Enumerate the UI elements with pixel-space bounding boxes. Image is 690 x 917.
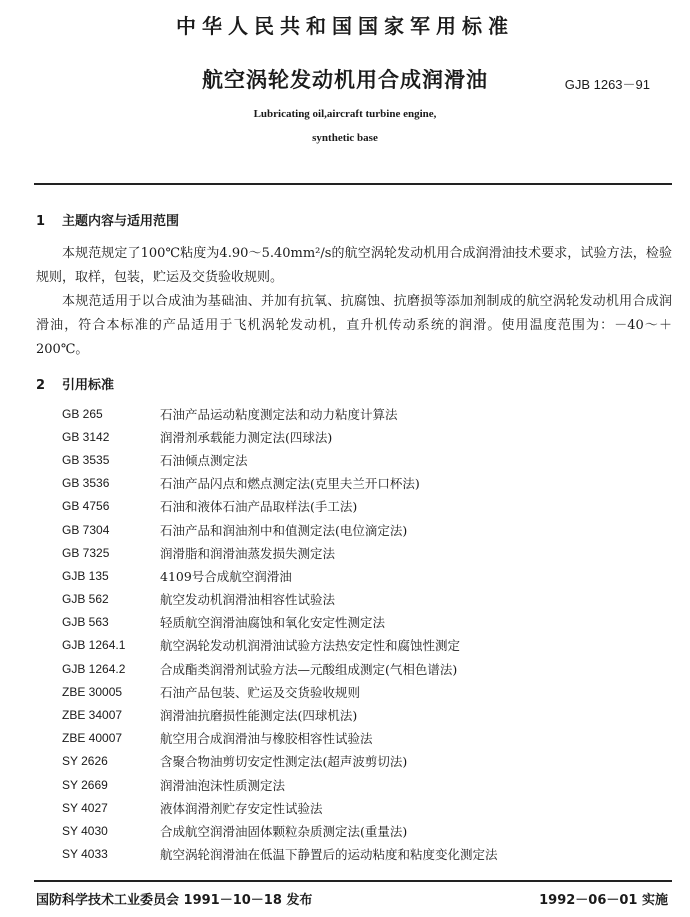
section-1-paragraph: 本规范规定了100℃粘度为4.90～5.40mm²/s的航空涡轮发动机用合成润滑油技术要求，试验方法，检验规则，取样，包装，贮运及交货验收规则。 [36,246,672,285]
section-1-title: 主题内容与适用范围 [62,214,180,229]
reference-item [62,472,662,495]
header-divider [34,183,672,185]
reference-title: 润滑脂和润滑油蒸发损失测定法 [160,545,336,561]
section-2-title: 引用标准 [62,378,115,393]
section-1-paragraph: 本规范适用于以合成油为基础油、并加有抗氧、抗腐蚀、抗磨损等添加剂制成的航空涡轮发动机用合成润滑油，符合本标准的产品适用于飞机涡轮发动机，直升机传动系统的润滑。使用温度范围为：－40～＋200℃。 [36,294,672,357]
reference-title: 合成航空润滑油固体颗粒杂质测定法(重量法) [160,823,408,839]
reference-title: 石油倾点测定法 [160,452,248,468]
reference-title: 石油产品包装、贮运及交货验收规则 [160,684,361,700]
reference-item [62,448,662,471]
reference-title: 航空涡轮润滑油在低温下静置后的运动粘度和粘度变化测定法 [160,847,498,863]
document-code: GJB 1263－91 [564,77,650,92]
reference-item [62,843,662,866]
standard-category-header: 中华人民共和国国家军用标准 [176,14,514,38]
reference-title: 轻质航空润滑油腐蚀和氧化安定性测定法 [160,615,386,631]
reference-item [62,819,662,842]
reference-title: 合成酯类润滑剂试验方法—元酸组成测定(气相色谱法) [160,661,458,677]
reference-code: SY 2669 [62,777,108,792]
section-1-number: 1 [36,214,46,229]
reference-title: 润滑油抗磨损性能测定法(四球机法) [160,708,358,724]
reference-title: 液体润滑剂贮存安定性试验法 [160,800,323,816]
footer-issued: 国防科学技术工业委员会 1991－10－18 发布 [36,893,313,908]
reference-code: GJB 135 [62,568,109,583]
reference-item [62,541,662,564]
document-title: 航空涡轮发动机用合成润滑油 [202,68,488,92]
reference-item [62,750,662,773]
reference-item [62,402,662,425]
reference-title: 石油产品闪点和燃点测定法(克里夫兰开口杯法) [160,476,420,492]
reference-title: 石油产品和润油剂中和值测定法(电位滴定法) [160,522,408,538]
reference-item [62,564,662,587]
footer-effective: 1992－06－01 实施 [539,893,668,908]
reference-item [62,680,662,703]
reference-code: GJB 1264.1 [62,638,126,653]
reference-item [62,518,662,541]
section-2-number: 2 [36,378,46,393]
reference-code: GB 3535 [62,452,110,467]
reference-item [62,611,662,634]
reference-list [62,402,662,866]
reference-code: SY 2626 [62,754,108,769]
reference-item [62,703,662,726]
reference-code: GB 7325 [62,545,110,560]
reference-code: GB 265 [62,406,103,421]
reference-code: SY 4033 [62,847,108,862]
reference-title: 润滑油泡沫性质测定法 [160,777,286,793]
reference-title: 润滑剂承载能力测定法(四球法) [160,429,333,445]
reference-code: SY 4027 [62,800,108,815]
section-2-heading [36,374,114,393]
footer-divider [34,880,672,882]
english-title-line2: synthetic base [312,132,378,144]
reference-title: 航空用合成润滑油与橡胶相容性试验法 [160,731,373,747]
reference-code: GB 7304 [62,522,110,537]
reference-item [62,495,662,518]
reference-code: GJB 562 [62,592,109,607]
reference-code: GB 4756 [62,499,110,514]
reference-code: GJB 1264.2 [62,661,126,676]
reference-item [62,727,662,750]
reference-item [62,425,662,448]
reference-code: ZBE 40007 [62,731,123,746]
reference-code: ZBE 30005 [62,684,123,699]
reference-code: GJB 563 [62,615,109,630]
reference-code: ZBE 34007 [62,708,123,723]
reference-title: 石油产品运动粘度测定法和动力粘度计算法 [160,406,398,422]
reference-title: 4109号合成航空润滑油 [160,568,292,584]
english-title-line1: Lubricating oil,aircraft turbine engine, [253,108,437,120]
reference-code: SY 4030 [62,823,108,838]
reference-item [62,773,662,796]
reference-code: GB 3536 [62,476,110,491]
reference-title: 石油和液体石油产品取样法(手工法) [160,499,358,515]
reference-title: 含聚合物油剪切安定性测定法(超声波剪切法) [160,754,408,770]
section-1-heading [36,210,179,229]
reference-title: 航空发动机润滑油相容性试验法 [160,592,336,608]
reference-item [62,796,662,819]
reference-item [62,588,662,611]
reference-item [62,634,662,657]
reference-code: GB 3142 [62,429,110,444]
reference-item [62,657,662,680]
reference-title: 航空涡轮发动机润滑油试验方法热安定性和腐蚀性测定 [160,638,461,654]
